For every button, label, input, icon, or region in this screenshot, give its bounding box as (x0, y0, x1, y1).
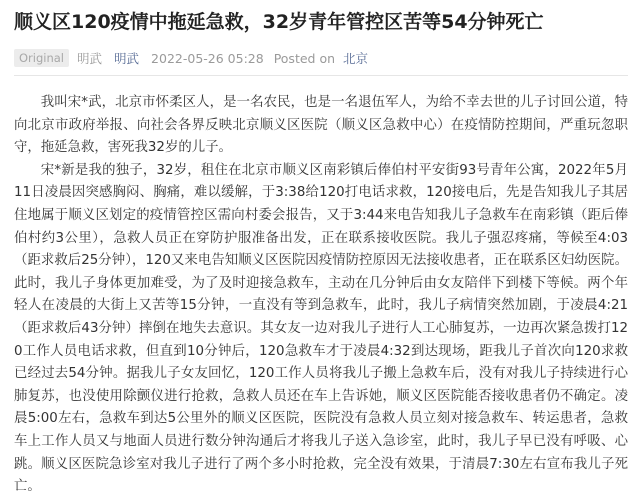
posted-on-label: Posted on (273, 50, 336, 66)
article-body (14, 92, 628, 499)
publish-date: 2022-05-26 05:28 (151, 50, 264, 66)
publish-location: 北京 (343, 51, 369, 66)
author-name: 明武 (77, 51, 103, 66)
article-title: 顺义区120疫情中拖延急救，32岁青年管控区苦等54分钟死亡 (14, 11, 544, 33)
article-paragraph-1: 我叫宋*武，北京市怀柔区人，是一名农民，也是一名退伍军人，为给不幸去世的儿子讨回公道，特向北京市政府举报、向社会各界反映北京顺义区医院（顺义区急救中心）在疫情防控期间，严重玩忽职守，拖延急救，害死我32岁的儿子。 (14, 95, 628, 156)
original-badge: Original (14, 49, 69, 67)
article-meta (14, 48, 628, 68)
header-divider (14, 75, 628, 76)
author-link[interactable]: 明武 (114, 51, 140, 66)
article-paragraph-2: 宋*新是我的独子，32岁，租住在北京市顺义区南彩镇后俸伯村平安街93号青年公寓，2022年5月11日凌晨因突感胸闷、胸痛，难以缓解，于3:38给120打电话求救，120接电后，先是告知我儿子其居住地属于顺义区划定的疫情管控区需向村委会报告，又于3:44来电告知我儿子急救车在南彩镇（距后俸伯村约3公里），急救人员正在穿防护服准备出发，正在联系接收医院。我儿子强忍疼痛，等候至4:03（距求救后25分钟），120又来电告知顺义区医院因疫情防控原因无法接收患者，正在联系区妇幼医院。此时，我儿子身体更加难受，为了及时迎接急救车，主动在几分钟后由女友陪伴下到楼下等候。两个年轻人在凌晨的大街上又苦等15分钟，一直没有等到急救车，此时，我儿子病情突然加剧，于凌晨4:21（距求救后43分钟）摔倒在地失去意识。其女友一边对我儿子进行人工心肺复苏，一边再次紧急拨打120工作人员电话求救，但直到10分钟后，120急救车才于凌晨4:32到达现场，距我儿子首次向120求救已经过去54分钟。据我儿子女友回忆，120工作人员将我儿子搬上急救车后，没有对我儿子持续进行心肺复苏，也没使用除颤仪进行抢救，急救人员还在车上告诉她，顺义区医院能否接收患者仍不确定。凌晨5:00左右，急救车到达5公里外的顺义区医院，医院没有急救人员立刻对接急救车、转运患者，急救车上工作人员又与地面人员进行数分钟沟通后才将我儿子送入急诊室，此时，我儿子早已没有呼吸、心跳。顺义区医院急诊室对我儿子进行了两个多小时抢救，完全没有效果，于清晨7:30左右宣布我儿子死亡。 (14, 162, 628, 495)
